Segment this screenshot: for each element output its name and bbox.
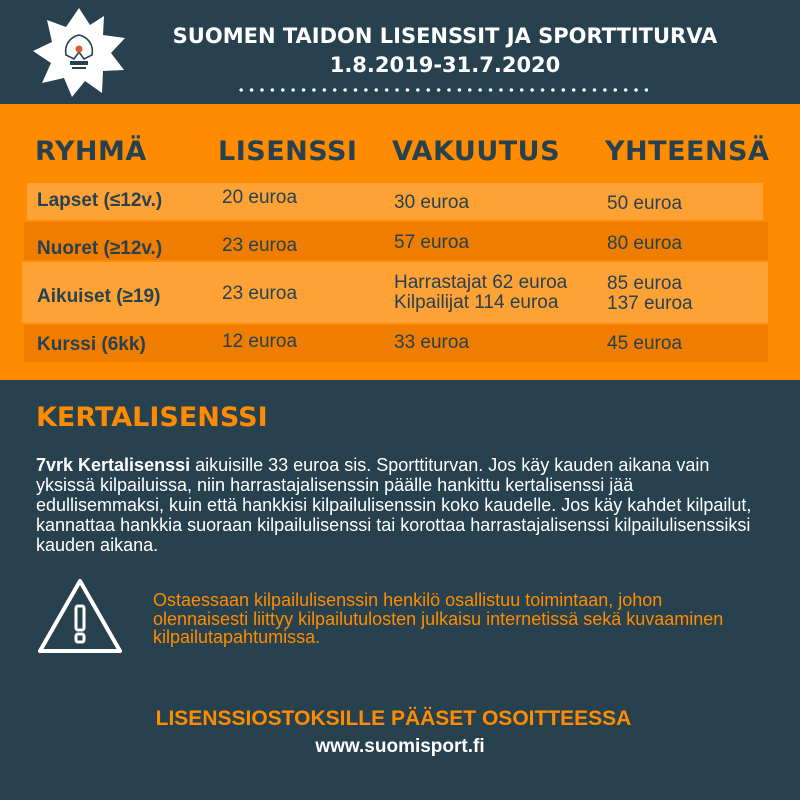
row-license: 23 euroa: [222, 235, 298, 256]
row-license: 20 euroa: [222, 187, 298, 208]
row-group: Nuoret (≥12v.): [37, 238, 163, 259]
row-insurance: 57 euroa: [394, 232, 470, 253]
header-group: RYHMÄ: [35, 136, 147, 167]
header: [0, 0, 800, 104]
row-group: Lapset (≤12v.): [37, 190, 163, 211]
kertalisenssi-title: KERTALISENSSI: [36, 402, 268, 433]
row-total-competitor: 137 euroa: [607, 293, 693, 314]
row-group: Kurssi (6kk): [37, 334, 146, 355]
warning-triangle-icon: [36, 576, 124, 656]
row-license: 23 euroa: [222, 283, 298, 304]
cta-text: LISENSSIOSTOKSILLE PÄÄSET OSOITTEESSA: [155, 707, 632, 730]
page-title: [130, 22, 760, 80]
warning-text: Ostaessaan kilpailulisenssin henkilö osallistuu toimintaan, johon olennaisesti liittyy kilpailutulosten julkaisu internetissä sekä kuvaaminen kilpailutapahtumissa.: [153, 590, 724, 647]
header-total: YHTEENSÄ: [605, 136, 770, 167]
row-insurance: 33 euroa: [394, 332, 470, 353]
row-total: 50 euroa: [607, 193, 683, 214]
title-line-2: 1.8.2019-31.7.2020: [329, 53, 561, 77]
row-group: Aikuiset (≥19): [37, 286, 161, 307]
row-total: 45 euroa: [607, 333, 683, 354]
suomisport-link[interactable]: www.suomisport.fi: [315, 736, 485, 757]
row-insurance: 30 euroa: [394, 192, 470, 213]
taido-logo-icon: [30, 5, 128, 99]
row-total-hobby: 85 euroa: [607, 273, 683, 294]
row-license: 12 euroa: [222, 331, 298, 352]
header-insurance: VAKUUTUS: [392, 136, 561, 167]
kertalisenssi-lead: 7vrk Kertalisenssi: [36, 455, 191, 475]
title-line-1: SUOMEN TAIDON LISENSSIT JA SPORTTITURVA: [172, 24, 718, 48]
row-total: 80 euroa: [607, 233, 683, 254]
kertalisenssi-text: [36, 455, 756, 555]
row-insurance-hobby: Harrastajat 62 euroa: [394, 272, 568, 293]
row-insurance-competitor: Kilpailijat 114 euroa: [394, 292, 559, 313]
header-license: LISENSSI: [218, 136, 358, 167]
kertalisenssi-body: aikuisille 33 euroa sis. Sporttiturvan. Jos käy kauden aikana vain yksissä kilpailuissa, niin harrastajalisenssin päälle hankittu kertalisenssi jää edullisemmaksi, kuin että hankkisi kilpailulisenssin koko kaudelle. Jos käy kahdet kilpailut, kannattaa hankkia suoraan kilpailulisenssi tai korottaa harrastajalisenssi kilpailulisenssiksi kauden aikana.: [36, 455, 752, 555]
dotted-divider: [236, 88, 648, 92]
